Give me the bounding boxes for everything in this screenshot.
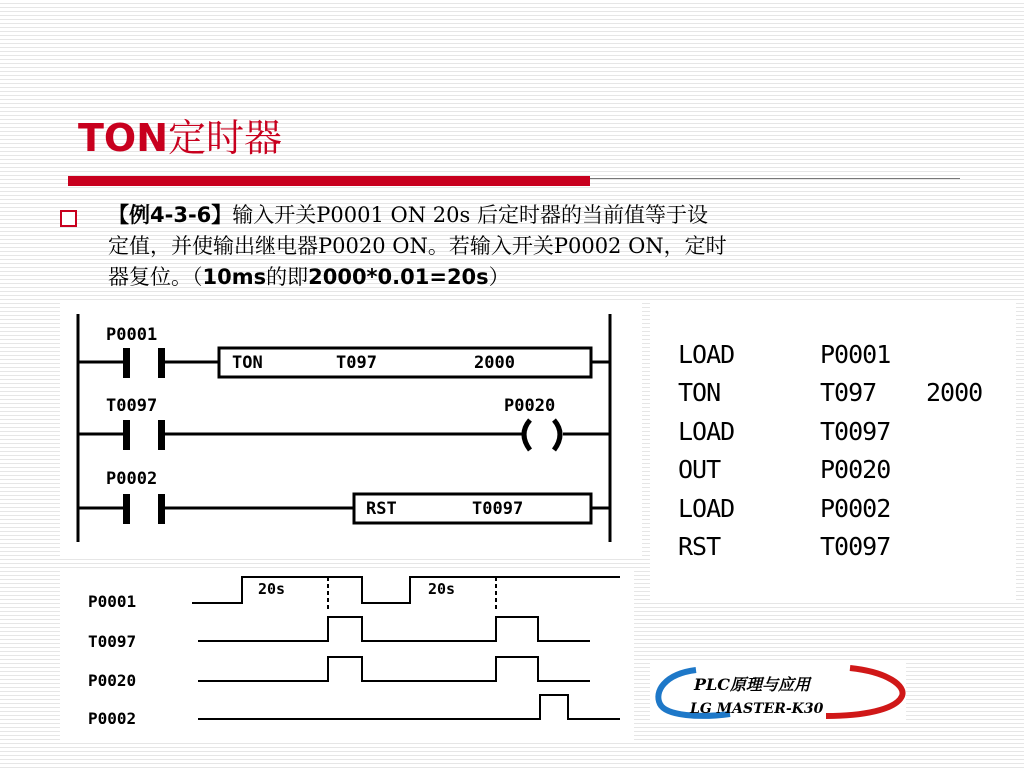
logo-line-1: PLC原理与应用 [694,675,811,694]
instruction-op: LOAD [678,339,735,369]
rung3-contact-right-bar [158,494,165,524]
plc-logo-svg [650,660,906,722]
paragraph-line-1-text: 输入开关P0001 ON 20s 后定时器的当前值等于设 [232,203,708,227]
instruction-op: RST [678,532,721,562]
instruction-row [678,374,982,413]
coil-right-arc [554,420,560,450]
instruction-arg: T0097 [820,532,891,562]
logo-red-swoosh [826,668,903,716]
example-bracket-open: 【例 [108,203,150,227]
instruction-arg: P0020 [820,455,891,485]
paragraph-line-3-e: ） [488,265,510,289]
instruction-extra [926,528,982,567]
timing-diagram [60,570,634,740]
waveform-p0001 [192,577,620,603]
example-bracket-close: 】 [211,203,233,227]
instruction-extra: 2000 [926,378,983,408]
ton-instruction-box [219,348,591,377]
instruction-op: LOAD [678,416,735,446]
waveform-p0002 [198,695,620,719]
rung3-contact-left-bar [123,494,130,524]
paragraph-line-2: 定值，并使输出继电器P0020 ON。若输入开关P0002 ON，定时 [108,234,727,258]
ton-box-label: TON [232,353,263,373]
example-number: 4-3-6 [150,203,212,227]
instruction-row [678,335,982,374]
instruction-arg: P0001 [820,339,891,369]
coil-label: P0020 [504,396,556,416]
timing-label-t0097: T0097 [88,632,137,651]
instruction-arg: P0002 [820,493,891,523]
instruction-op: LOAD [678,493,735,523]
rung2-contact-right-bar [158,420,165,450]
paragraph-line-3-d: 2000*0.01=20s [308,265,489,289]
ladder-diagram-svg [60,300,642,558]
paragraph-line-3 [108,262,968,293]
paragraph-line-3-b: 10ms [202,265,267,289]
title-divider-line [590,178,960,179]
rst-timer-label: T0097 [472,499,524,519]
instruction-list-panel [650,300,1016,600]
plc-logo [650,660,906,722]
title-latin: TON [78,116,169,160]
square-bullet-icon [60,210,77,227]
instruction-list-table [678,335,982,566]
duration-label-1: 20s [258,580,286,598]
instruction-row [678,451,982,490]
paragraph-line-3-a: 器复位。（ [108,265,203,289]
instruction-extra [926,489,982,528]
instruction-arg: T0097 [820,416,891,446]
logo-line-2: LG MASTER-K30 [690,701,824,717]
ton-preset-label: 2000 [474,353,515,373]
waveform-t0097 [198,617,590,641]
instruction-extra [926,412,982,451]
instruction-extra [926,335,982,374]
example-paragraph [108,200,968,293]
paragraph-line-3-c: 的即 [266,265,309,289]
rung3-contact-label: P0002 [106,469,158,489]
instruction-row [678,412,982,451]
rung1-contact-label: P0001 [106,325,158,345]
instruction-row [678,528,982,567]
timing-label-p0001: P0001 [88,592,137,611]
instruction-arg: T097 [820,378,877,408]
instruction-row [678,489,982,528]
instruction-extra [926,451,982,490]
duration-label-2: 20s [428,580,456,598]
waveform-p0020 [198,657,590,681]
timing-label-p0020: P0020 [88,671,137,690]
paragraph-line-1 [108,200,968,231]
ton-timer-label: T097 [336,353,377,373]
ladder-diagram [60,300,642,558]
rung2-contact-label: T0097 [106,396,158,416]
title-chinese: 定时器 [168,116,283,160]
coil-left-arc [524,420,530,450]
rst-box-label: RST [366,499,397,519]
rung1-contact-left-bar [123,348,130,378]
timing-label-p0002: P0002 [88,709,137,728]
rung2-contact-left-bar [123,420,130,450]
rung1-contact-right-bar [158,348,165,378]
timing-diagram-svg [60,570,634,740]
title-underline-bar [68,176,590,186]
instruction-op: TON [678,378,721,408]
instruction-op: OUT [678,455,721,485]
slide-title [78,112,282,164]
